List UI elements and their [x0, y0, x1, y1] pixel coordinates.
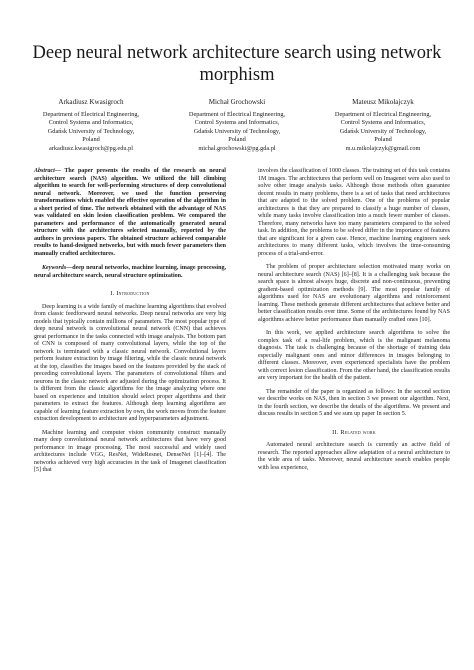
paragraph: Machine learning and computer vision community construct manually many deep convolutional neural network architectures that have very good performance in image processing. The most successful and widely used architectures include VGG, ResNet, WideResnet, DenseNet [1]–[4]. The networks achieved very high accuracies in the task of Imagenet classification [5] that — [34, 429, 226, 473]
author-country: Poland — [228, 136, 246, 144]
keywords — [34, 265, 226, 280]
right-column — [258, 168, 450, 472]
abstract — [34, 168, 226, 258]
left-column — [34, 168, 226, 475]
section-heading-related-work: II. Related work — [332, 428, 376, 436]
author-name: Arkadiusz Kwasigroch — [58, 98, 124, 106]
author-email: michal.grochowski@pg.gda.pl — [198, 144, 276, 152]
author-email: m.u.mikolajczyk@gmail.com — [345, 144, 421, 152]
paper-title: Deep neural network architecture search using network morphism — [32, 43, 442, 85]
author-2 — [164, 98, 310, 154]
paragraph: In this work, we applied architecture search algorithms to solve the complex task of a real-life problem, which is the malignant melanoma diagnosis. The task is challenging because of the shortage of training data especially malignant ones and minor differences in images belonging to different classes. Moreover, even experienced specialists have the problem with correct lesion classification. From the other hand, the classification results are very important for the health of the patient. — [258, 330, 450, 381]
author-affiliation: Gdańsk University of Technology, — [193, 127, 281, 135]
author-affiliation: Department of Electrical Engineering, — [334, 110, 432, 118]
author-affiliation: Control Systems and Informatics, — [340, 119, 426, 127]
author-email: arkadiusz.kwasigroch@pg.edu.pl — [49, 144, 133, 152]
abstract-label: Abstract — [34, 168, 55, 174]
author-name: Mateusz Mikołajczyk — [352, 98, 414, 106]
authors-block — [18, 98, 456, 154]
keywords-label: Keywords — [42, 265, 67, 271]
abstract-text: — The paper presents the results of the research on neural architecture search (NAS) algorithm. We utilized the hill climbing algorithm to search for well-performing structures of deep convolutional neural network. Moreover, we used the function preserving transformations which enabled the effective operation of the algorithm in a short period of time. The network obtained with the advantage of NAS was validated on skin lesion classification problem. We compared the parameters and performance of the automatically generated neural structure with the architectures selected manually, reported by the authors in previous papers. The obtained structure achieved comparable results to hand-designed networks, but with much fewer parameters then manually crafted architectures. — [34, 168, 226, 257]
author-1 — [18, 98, 164, 154]
author-affiliation: Control Systems and Informatics, — [194, 119, 280, 127]
author-affiliation: Gdańsk University of Technology, — [47, 127, 135, 135]
author-affiliation: Gdańsk University of Technology, — [339, 127, 427, 135]
paragraph: Deep learning is a wide family of machine learning algorithms that evolved from classic feedforward neural networks. Deep neural networks are very big models that typically contain millions of parameters. The most popular type of deep neural network is convolutional neural network (CNN) that achieves great performance in the tasks connected with image analysis. The bottom part of CNN is composed of many convolutional layers, while the top of the network is terminated with a classic neural network. Convolutional layers perform feature extraction by image filtering, while the classic neural network at the top, classifies the images based on the features provided by the stack of preceding convolutional layers. The parameters of convolutional filters and neurons in the classic network are adjusted during the optimization process. It is different from the classic algorithms for the image analyzing where one based on experience and intuition should select proper algorithms and their parameters to extract the features. Although deep learning algorithms are capable of learning feature extraction by own, the work moves from the feature extraction development to architecture and hyperparameters adjustment. — [34, 303, 226, 422]
keywords-text: —deep neural networks, machine learning, image processing, neural architecture search, neural structure optimization. — [34, 265, 226, 279]
author-name: Michał Grochowski — [208, 98, 266, 106]
author-affiliation: Control Systems and Informatics, — [48, 119, 134, 127]
author-3 — [310, 98, 456, 154]
paragraph: involves the classification of 1000 classes. The training set of this task contains 1M images. The architectures that perform well on Imagenet were also used to solve other image analysis tasks. Although those methods often guarantee decent results in many problems, there is a set of tasks that need architectures that are adapted to the solved problem. One of the problems of popular architectures is that they are prepared to classify a huge number of classes, while many tasks involve classification into a much fewer number of classes. Therefore, many networks have too many parameters compared to the solved task. In addition, the problems to be solved differ in the importance of features that are significant for a given case. Hence, machine learning engineers seek architectures to many different tasks, which involves the time-consuming process of a trial-and-error. — [258, 168, 450, 257]
paragraph: Automated neural architecture search is currently an active field of research. The reported approaches allow adaptation of a neural architecture to the wide area of tasks. Moreover, neural architecture search enables people with less experience, — [258, 442, 450, 471]
author-country: Poland — [374, 136, 392, 144]
paragraph: The remainder of the paper is organized as follows: In the second section we describe works on NAS, then in section 3 we present our algorithm. Next, in the fourth section, we describe the details of the algorithms. We present and discuss results in section 5 and we sum up paper In section 5. — [258, 388, 450, 417]
author-country: Poland — [82, 136, 100, 144]
paragraph: The problem of proper architecture selection motivated many works on neural architecture search (NAS) [6]–[8]. It is a challenging task because the search space is almost always huge, discrete and non-continuous, preventing gradient-based optimization methods [9]. The most popular family of algorithms used for NAS are evolutionary algorithms and reinforcement learning. These methods generate different architectures that achieve better and better classification results over time. Some of the architectures found by NAS algorithms achieve better performance than manually crafted ones [10]. — [258, 264, 450, 323]
section-heading-introduction: I. Introduction — [110, 290, 150, 297]
author-affiliation: Department of Electrical Engineering, — [188, 110, 286, 118]
author-affiliation: Department of Electrical Engineering, — [42, 110, 140, 118]
